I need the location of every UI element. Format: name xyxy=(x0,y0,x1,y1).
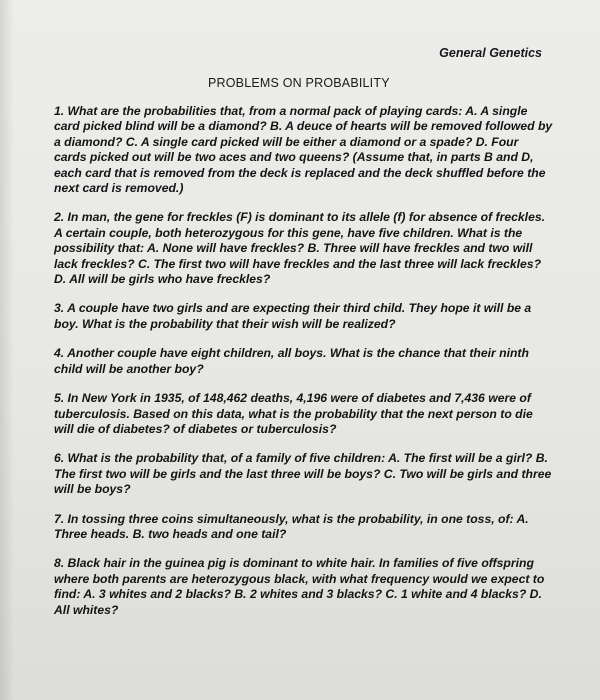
problem-1: 1. What are the probabilities that, from a normal pack of playing cards: A. A single card picked blind will be a diamond? B. A deuce of hearts will be removed followed by a diamond? C. A single card picked will be either a diamond or a spade? D. Four cards picked out will be two aces and two queens? (Assume that, in parts B and D, each card that is removed from the deck is replaced and the deck shuffled before the next card is removed.) xyxy=(54,104,553,196)
course-title: General Genetics xyxy=(439,46,542,60)
problem-5: 5. In New York in 1935, of 148,462 deaths, 4,196 were of diabetes and 7,436 were of tuberculosis. Based on this data, what is the probability that the next person to die will die of diabetes? of diabetes or tuberculosis? xyxy=(54,391,533,436)
page-shadow xyxy=(0,0,14,700)
problem-6: 6. What is the probability that, of a family of five children: A. The first will be a girl? B. The first two will be girls and the last three will be boys? C. Two will be girls and three will be boys? xyxy=(54,451,552,497)
page-title: PROBLEMS ON PROBABILITY xyxy=(208,76,390,90)
problem-8: 8. Black hair in the guinea pig is dominant to white hair. In families of five offspring where both parents are heterozygous black, with what frequency would we expect to find: A. 3 whites and 2 blacks? B. 2 whites and 3 blacks? C. 1 white and 4 blacks? D. All whites? xyxy=(54,556,545,617)
problem-4: 4. Another couple have eight children, all boys. What is the chance that their ninth child will be another boy? xyxy=(54,346,529,376)
problem-2: 2. In man, the gene for freckles (F) is dominant to its allele (f) for absence of freckles. A certain couple, both heterozygous for this gene, have five children. What is the possibility that: A. None will have freckles? B. Three will have freckles and two will lack freckles? C. The first two will have freckles and the last three will lack freckles? D. All will be girls who have freckles? xyxy=(54,210,546,287)
problem-list xyxy=(54,104,554,632)
problem-3: 3. A couple have two girls and are expecting their third child. They hope it will be a boy. What is the probability that their wish will be realized? xyxy=(54,301,532,331)
problem-7: 7. In tossing three coins simultaneously, what is the probability, in one toss, of: A. Three heads. B. two heads and one tail? xyxy=(54,511,529,541)
